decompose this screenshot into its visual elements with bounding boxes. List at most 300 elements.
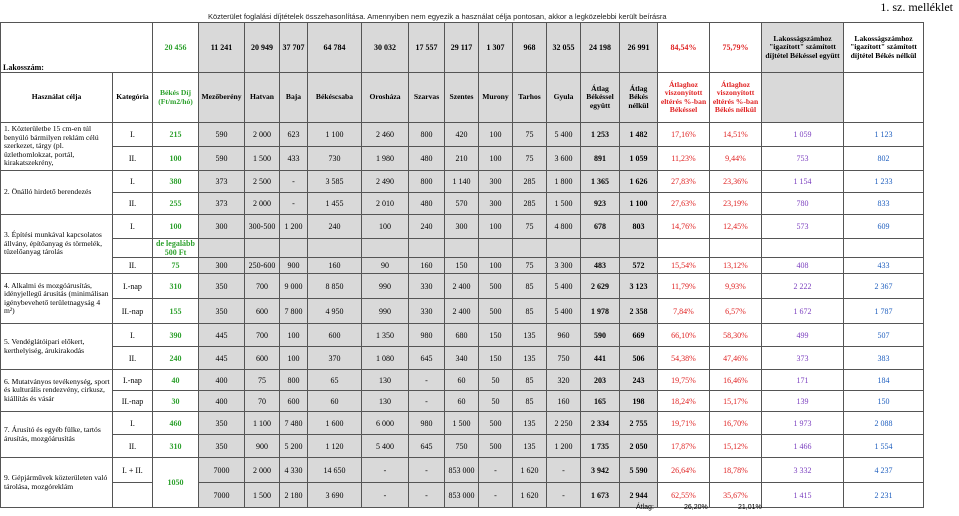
value-cell: 5 400 xyxy=(547,274,581,299)
value-cell: 11,79% xyxy=(658,274,710,299)
value-cell xyxy=(280,239,308,258)
value-cell: 1 059 xyxy=(620,147,658,171)
value-cell: - xyxy=(479,458,513,483)
value-cell: 15,54% xyxy=(658,258,710,274)
value-cell: 85 xyxy=(513,391,547,412)
value-cell: 980 xyxy=(409,412,445,435)
value-cell: 3 585 xyxy=(308,171,362,193)
value-cell: 1 059 xyxy=(762,123,844,147)
value-cell: 600 xyxy=(245,299,280,324)
value-cell: 1 100 xyxy=(245,412,280,435)
category: I. xyxy=(113,215,153,239)
value-cell: 960 xyxy=(547,324,581,347)
value-cell: 100 xyxy=(153,215,199,239)
table-row xyxy=(1,239,924,258)
value-cell: 373 xyxy=(762,347,844,370)
population-value: 20 456 xyxy=(153,23,199,73)
value-cell xyxy=(620,239,658,258)
value-cell: 1 350 xyxy=(362,324,409,347)
value-cell: 1 620 xyxy=(513,483,547,508)
value-cell: 500 xyxy=(479,412,513,435)
value-cell: 160 xyxy=(409,258,445,274)
value-cell: 483 xyxy=(581,258,620,274)
usage-purpose: 4. Alkalmi és mozgóárusítás, idényjellegű árusítás (minimálisan igénybevehető területnagyság 4 m²) xyxy=(1,274,113,324)
value-cell: 2 460 xyxy=(362,123,409,147)
value-cell xyxy=(409,239,445,258)
value-cell: 1 233 xyxy=(844,171,924,193)
value-cell xyxy=(308,239,362,258)
value-cell: 16,46% xyxy=(710,370,762,391)
value-cell: 506 xyxy=(620,347,658,370)
value-cell: 1 600 xyxy=(308,412,362,435)
value-cell: 7000 xyxy=(199,483,245,508)
value-cell: 750 xyxy=(547,347,581,370)
usage-purpose: 1. Közterületbe 15 cm-en túl benyúló bármilyen reklám célú szerkezet, tárgy (pl. üzlethomlokzat, portál, kirakatszekrény, xyxy=(1,123,113,171)
value-cell: 150 xyxy=(479,324,513,347)
value-cell: 60 xyxy=(445,370,479,391)
value-cell: 3 332 xyxy=(762,458,844,483)
column-header: Békés Díj (Ft/m2/hó) xyxy=(153,73,199,123)
table-row xyxy=(1,274,924,299)
value-cell: 1 978 xyxy=(581,299,620,324)
value-cell: 2 231 xyxy=(844,483,924,508)
value-cell: 310 xyxy=(153,435,199,458)
value-cell: 100 xyxy=(479,147,513,171)
value-cell: 2 400 xyxy=(445,299,479,324)
column-header: Baja xyxy=(280,73,308,123)
value-cell xyxy=(445,239,479,258)
value-cell: - xyxy=(479,483,513,508)
value-cell: 590 xyxy=(199,123,245,147)
value-cell: 1 672 xyxy=(762,299,844,324)
value-cell: - xyxy=(409,458,445,483)
value-cell: 700 xyxy=(245,274,280,299)
value-cell: 420 xyxy=(445,123,479,147)
usage-purpose: 3. Építési munkával kapcsolatos állvány, építőanyag és törmelék, tüzelőanyag tárolás xyxy=(1,215,113,274)
value-cell: 1 500 xyxy=(245,147,280,171)
value-cell: 17,87% xyxy=(658,435,710,458)
value-cell: 150 xyxy=(479,347,513,370)
value-cell xyxy=(479,239,513,258)
value-cell: 23,19% xyxy=(710,193,762,215)
value-cell: 2 358 xyxy=(620,299,658,324)
value-cell: 678 xyxy=(581,215,620,239)
column-header: Átlaghoz viszonyított eltérés %-ban Békés nélkül xyxy=(710,73,762,123)
value-cell: 75 xyxy=(153,258,199,274)
column-header: Békéscsaba xyxy=(308,73,362,123)
value-cell: 7 480 xyxy=(280,412,308,435)
value-cell: - xyxy=(362,458,409,483)
value-cell: 573 xyxy=(762,215,844,239)
adjusted-fee-with-bekes-header: Lakosságszámhoz "igazított" számított díjtétel Békéssel együtt xyxy=(762,23,844,73)
value-cell: 990 xyxy=(362,299,409,324)
population-value: 11 241 xyxy=(199,23,245,73)
value-cell: 300-500 xyxy=(245,215,280,239)
value-cell: 75 xyxy=(513,123,547,147)
value-cell: 240 xyxy=(153,347,199,370)
value-cell: - xyxy=(362,483,409,508)
value-cell: 150 xyxy=(844,391,924,412)
value-cell: 60 xyxy=(445,391,479,412)
value-cell: 165 xyxy=(581,391,620,412)
value-cell: 623 xyxy=(280,123,308,147)
column-header: Átlag Békéssel együtt xyxy=(581,73,620,123)
population-value: 37 707 xyxy=(280,23,308,73)
usage-purpose: 2. Önálló hirdető berendezés xyxy=(1,171,113,215)
value-cell: 135 xyxy=(513,435,547,458)
value-cell: 7,84% xyxy=(658,299,710,324)
value-cell: 4 950 xyxy=(308,299,362,324)
category: II. xyxy=(113,347,153,370)
value-cell xyxy=(547,239,581,258)
value-cell: 100 xyxy=(362,215,409,239)
value-cell: 8 850 xyxy=(308,274,362,299)
value-cell: 645 xyxy=(409,435,445,458)
table-row xyxy=(1,299,924,324)
value-cell: 590 xyxy=(581,324,620,347)
category: I. xyxy=(113,412,153,435)
value-cell xyxy=(513,239,547,258)
category: I. xyxy=(113,171,153,193)
usage-purpose: 5. Vendéglátóipari előkert, kerthelyiség, árukirakodás xyxy=(1,324,113,370)
population-value: 17 557 xyxy=(409,23,445,73)
value-cell: 18,24% xyxy=(658,391,710,412)
value-cell: 35,67% xyxy=(710,483,762,508)
value-cell: 750 xyxy=(445,435,479,458)
value-cell: 1 200 xyxy=(547,435,581,458)
population-value: 75,79% xyxy=(710,23,762,73)
value-cell xyxy=(762,239,844,258)
value-cell: 184 xyxy=(844,370,924,391)
value-cell: 2 222 xyxy=(762,274,844,299)
value-cell: 300 xyxy=(479,171,513,193)
value-cell xyxy=(844,239,924,258)
value-cell: 441 xyxy=(581,347,620,370)
value-cell: 1 100 xyxy=(308,123,362,147)
population-value: 1 307 xyxy=(479,23,513,73)
value-cell: 400 xyxy=(199,370,245,391)
column-header: Murony xyxy=(479,73,513,123)
column-header: Átlag Békés nélkül xyxy=(620,73,658,123)
value-cell: - xyxy=(409,483,445,508)
column-header: Szarvas xyxy=(409,73,445,123)
annex-label: 1. sz. melléklet xyxy=(880,0,953,14)
value-cell: 15,12% xyxy=(710,435,762,458)
column-header: Mezőberény xyxy=(199,73,245,123)
column-header: Gyula xyxy=(547,73,581,123)
value-cell: 1 554 xyxy=(844,435,924,458)
value-cell: 135 xyxy=(513,412,547,435)
category: II. xyxy=(113,193,153,215)
value-cell xyxy=(199,239,245,258)
value-cell: 13,12% xyxy=(710,258,762,274)
value-cell: 1 466 xyxy=(762,435,844,458)
value-cell: 1 253 xyxy=(581,123,620,147)
category: I.-nap xyxy=(113,370,153,391)
value-cell: 433 xyxy=(844,258,924,274)
column-header: Tarhos xyxy=(513,73,547,123)
value-cell: 800 xyxy=(409,123,445,147)
value-cell: 600 xyxy=(245,347,280,370)
value-cell: - xyxy=(547,483,581,508)
value-cell: 980 xyxy=(409,324,445,347)
value-cell: 1 080 xyxy=(362,347,409,370)
value-cell: 2 367 xyxy=(844,274,924,299)
value-cell: 2 250 xyxy=(547,412,581,435)
value-cell: 17,16% xyxy=(658,123,710,147)
value-cell: 4 330 xyxy=(280,458,308,483)
value-cell: 85 xyxy=(513,370,547,391)
table-row xyxy=(1,123,924,147)
value-cell: 6 000 xyxy=(362,412,409,435)
category: I. xyxy=(113,123,153,147)
value-cell: 500 xyxy=(479,435,513,458)
value-cell: 1 100 xyxy=(620,193,658,215)
value-cell: 445 xyxy=(199,324,245,347)
population-value: 26 991 xyxy=(620,23,658,73)
value-cell: 14,76% xyxy=(658,215,710,239)
value-cell: 4 800 xyxy=(547,215,581,239)
value-cell: 1 500 xyxy=(547,193,581,215)
footer-average-without-bekes: 21,01% xyxy=(738,504,762,511)
value-cell: 15,17% xyxy=(710,391,762,412)
value-cell: 100 xyxy=(153,147,199,171)
value-cell: 2 629 xyxy=(581,274,620,299)
value-cell: 1 365 xyxy=(581,171,620,193)
value-cell: - xyxy=(409,391,445,412)
value-cell: 65 xyxy=(308,370,362,391)
value-cell: - xyxy=(280,193,308,215)
value-cell: 3 690 xyxy=(308,483,362,508)
value-cell: 9,44% xyxy=(710,147,762,171)
value-cell: 753 xyxy=(762,147,844,171)
value-cell: 1 500 xyxy=(445,412,479,435)
value-cell: 320 xyxy=(547,370,581,391)
value-cell: 215 xyxy=(153,123,199,147)
value-cell: 1 800 xyxy=(547,171,581,193)
value-cell: 300 xyxy=(199,258,245,274)
table-row xyxy=(1,391,924,412)
value-cell: 7000 xyxy=(199,458,245,483)
value-cell: 255 xyxy=(153,193,199,215)
value-cell: 5 400 xyxy=(547,123,581,147)
value-cell: 47,46% xyxy=(710,347,762,370)
value-cell: 1 154 xyxy=(762,171,844,193)
value-cell: 803 xyxy=(620,215,658,239)
value-cell: 85 xyxy=(513,299,547,324)
value-cell: 40 xyxy=(153,370,199,391)
column-header: Orosháza xyxy=(362,73,409,123)
value-cell: - xyxy=(280,171,308,193)
value-cell: 330 xyxy=(409,274,445,299)
value-cell: 380 xyxy=(153,171,199,193)
value-cell: 300 xyxy=(445,215,479,239)
table-row xyxy=(1,412,924,435)
value-cell: 373 xyxy=(199,193,245,215)
value-cell: 1 500 xyxy=(245,483,280,508)
table-row xyxy=(1,193,924,215)
value-cell: 300 xyxy=(199,215,245,239)
value-cell: 500 xyxy=(479,299,513,324)
population-value: 968 xyxy=(513,23,547,73)
value-cell: 2 500 xyxy=(245,171,280,193)
value-cell xyxy=(581,239,620,258)
value-cell: 350 xyxy=(199,274,245,299)
value-cell: 2 000 xyxy=(245,123,280,147)
category xyxy=(113,483,153,508)
value-cell: 1 787 xyxy=(844,299,924,324)
value-cell: 9,93% xyxy=(710,274,762,299)
adjusted-fee-without-bekes-header: Lakosságszámhoz "igazított" számított díjtétel Békés nélkül xyxy=(844,23,924,73)
value-cell: 6,57% xyxy=(710,299,762,324)
value-cell: 1 123 xyxy=(844,123,924,147)
value-cell: 4 237 xyxy=(844,458,924,483)
value-cell: 730 xyxy=(308,147,362,171)
category: II. xyxy=(113,435,153,458)
table-row xyxy=(1,324,924,347)
value-cell: 85 xyxy=(513,274,547,299)
value-cell: 7 800 xyxy=(280,299,308,324)
value-cell: 330 xyxy=(409,299,445,324)
value-cell: 833 xyxy=(844,193,924,215)
value-cell: 2 180 xyxy=(280,483,308,508)
value-cell xyxy=(710,239,762,258)
value-cell: 135 xyxy=(513,347,547,370)
column-header: Szentes xyxy=(445,73,479,123)
value-cell: 26,64% xyxy=(658,458,710,483)
value-cell: 1 455 xyxy=(308,193,362,215)
usage-purpose: 6. Mutatványos tevékenység, sport és kulturális rendezvény, cirkusz, kiállítás és vásár xyxy=(1,370,113,412)
value-cell: 285 xyxy=(513,171,547,193)
value-cell: 600 xyxy=(308,324,362,347)
value-cell: 27,63% xyxy=(658,193,710,215)
value-cell: 19,75% xyxy=(658,370,710,391)
value-cell: 460 xyxy=(153,412,199,435)
value-cell: 240 xyxy=(308,215,362,239)
value-cell: 609 xyxy=(844,215,924,239)
value-cell: 445 xyxy=(199,347,245,370)
value-cell: 11,23% xyxy=(658,147,710,171)
value-cell: 600 xyxy=(280,391,308,412)
fee-comparison-table xyxy=(0,22,924,508)
value-cell: 340 xyxy=(445,347,479,370)
value-cell: 210 xyxy=(445,147,479,171)
table-row xyxy=(1,370,924,391)
value-cell: 75 xyxy=(513,147,547,171)
value-cell: 285 xyxy=(513,193,547,215)
table-row xyxy=(1,171,924,193)
table-row xyxy=(1,483,924,508)
value-cell: 800 xyxy=(280,370,308,391)
header-note: Közterület foglalási díjtételek összehasonlítása. Amennyiben nem egyezik a használat célja pontosan, akkor a legközelebbi került beírásra xyxy=(208,12,667,21)
value-cell: 60 xyxy=(308,391,362,412)
value-cell: 1 673 xyxy=(581,483,620,508)
table-row xyxy=(1,215,924,239)
value-cell: 75 xyxy=(245,370,280,391)
value-cell: 645 xyxy=(409,347,445,370)
value-cell: 3 123 xyxy=(620,274,658,299)
value-cell: 243 xyxy=(620,370,658,391)
value-cell: 100 xyxy=(479,258,513,274)
value-cell: 669 xyxy=(620,324,658,347)
value-cell: 130 xyxy=(362,370,409,391)
value-cell: 100 xyxy=(280,347,308,370)
value-cell: 572 xyxy=(620,258,658,274)
value-cell: 66,10% xyxy=(658,324,710,347)
value-cell: 680 xyxy=(445,324,479,347)
value-cell: 3 300 xyxy=(547,258,581,274)
value-cell: 2 400 xyxy=(445,274,479,299)
value-cell: 990 xyxy=(362,274,409,299)
value-cell: 900 xyxy=(245,435,280,458)
value-cell: 300 xyxy=(479,193,513,215)
value-cell: 370 xyxy=(308,347,362,370)
value-cell: 50 xyxy=(479,370,513,391)
value-cell: 373 xyxy=(199,171,245,193)
usage-purpose: 7. Árusító és egyéb fülke, tartós árusítás, mozgóárusítás xyxy=(1,412,113,458)
category: I.-nap xyxy=(113,274,153,299)
population-row xyxy=(1,23,924,73)
value-cell: 1 415 xyxy=(762,483,844,508)
value-cell: 802 xyxy=(844,147,924,171)
value-cell: 480 xyxy=(409,193,445,215)
value-cell: 139 xyxy=(762,391,844,412)
value-cell: 480 xyxy=(409,147,445,171)
value-cell: 1 140 xyxy=(445,171,479,193)
value-cell: 100 xyxy=(280,324,308,347)
value-cell: 2 490 xyxy=(362,171,409,193)
usage-purpose: 9. Gépjárművek közterületen való tárolása, mozgóreklám xyxy=(1,458,113,508)
value-cell: 570 xyxy=(445,193,479,215)
value-cell: 14,51% xyxy=(710,123,762,147)
value-cell: 1 735 xyxy=(581,435,620,458)
value-cell: 14 650 xyxy=(308,458,362,483)
value-cell: 2 050 xyxy=(620,435,658,458)
value-cell: 923 xyxy=(581,193,620,215)
value-cell: 1 200 xyxy=(280,215,308,239)
table-row xyxy=(1,458,924,483)
value-cell: - xyxy=(547,458,581,483)
category: I. xyxy=(113,324,153,347)
value-cell xyxy=(245,239,280,258)
value-cell: 27,83% xyxy=(658,171,710,193)
value-cell: 62,55% xyxy=(658,483,710,508)
value-cell: 2 944 xyxy=(620,483,658,508)
value-cell: 240 xyxy=(409,215,445,239)
value-cell: 2 088 xyxy=(844,412,924,435)
value-cell: 350 xyxy=(199,412,245,435)
value-cell: 150 xyxy=(445,258,479,274)
value-cell: 900 xyxy=(280,258,308,274)
table-row xyxy=(1,147,924,171)
value-cell: 3 942 xyxy=(581,458,620,483)
value-cell: 310 xyxy=(153,274,199,299)
value-cell: 5 400 xyxy=(362,435,409,458)
category: II. xyxy=(113,258,153,274)
value-cell: - xyxy=(409,370,445,391)
value-cell: 90 xyxy=(362,258,409,274)
value-cell: 800 xyxy=(409,171,445,193)
population-value: 30 032 xyxy=(362,23,409,73)
value-cell: 198 xyxy=(620,391,658,412)
value-cell xyxy=(658,239,710,258)
value-cell: 12,45% xyxy=(710,215,762,239)
value-cell: 1 626 xyxy=(620,171,658,193)
value-cell: 1 482 xyxy=(620,123,658,147)
column-header: Kategória xyxy=(113,73,153,123)
value-cell: 1 973 xyxy=(762,412,844,435)
value-cell: 75 xyxy=(513,258,547,274)
